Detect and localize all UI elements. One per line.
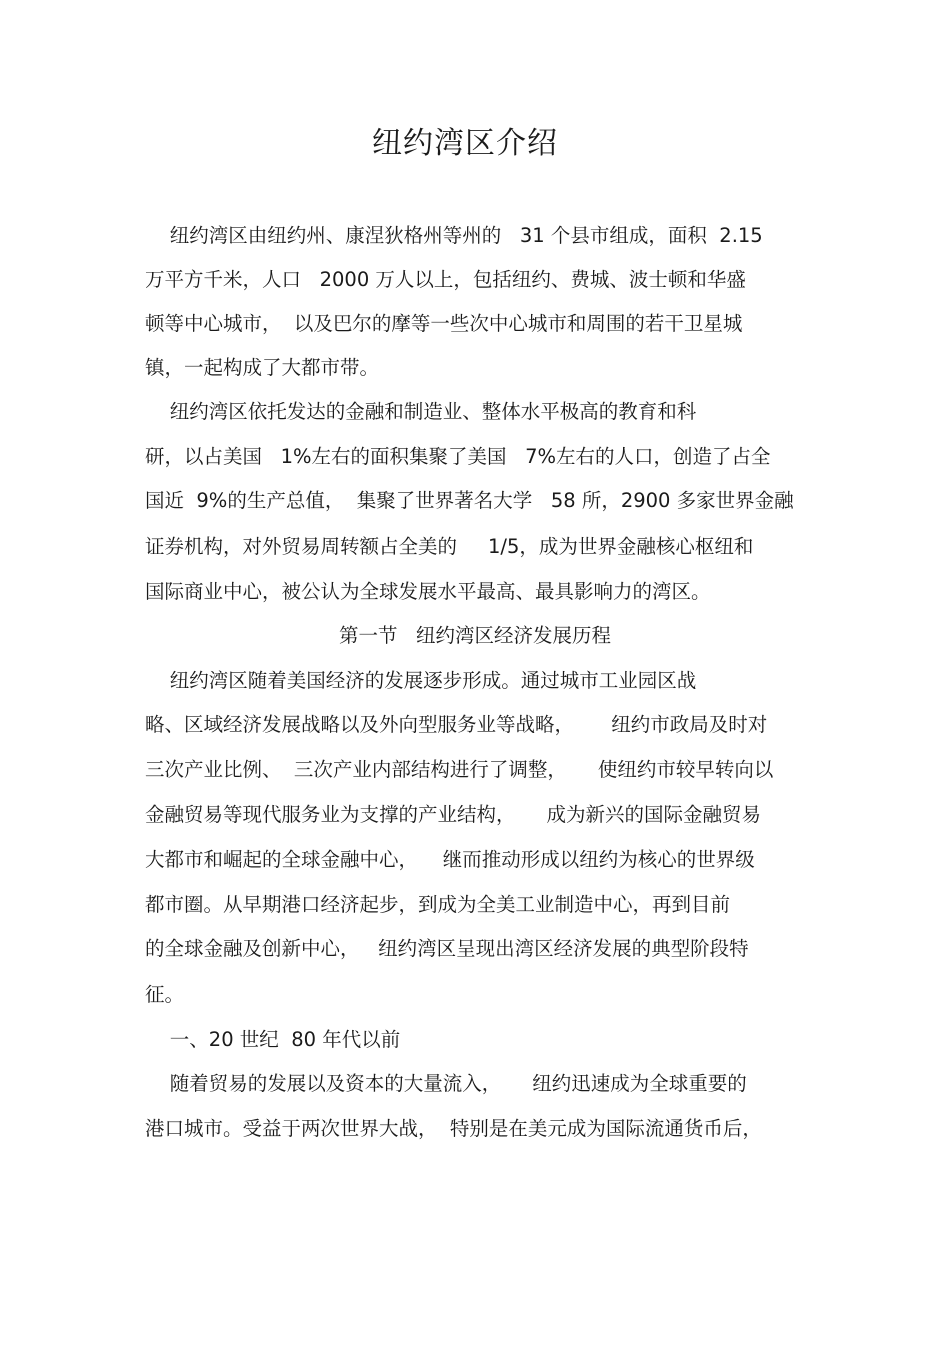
paragraph-3-line-7: 的全球金融及创新中心， 纽约湾区呈现出湾区经济发展的典型阶段特 bbox=[145, 937, 749, 960]
paragraph-2-line-5: 国际商业中心，被公认为全球发展水平最高、最具影响力的湾区。 bbox=[145, 580, 711, 603]
paragraph-3-line-6: 都市圈。从早期港口经济起步，到成为全美工业制造中心，再到目前 bbox=[145, 893, 731, 916]
paragraph-4-line-2: 港口城市。受益于两次世界大战， 特别是在美元成为国际流通货币后， bbox=[145, 1117, 762, 1140]
paragraph-1-line-1: 纽约湾区由纽约州、康涅狄格州等州的 31 个县市组成，面积 2.15 bbox=[145, 224, 763, 247]
paragraph-3-line-8: 征。 bbox=[145, 983, 185, 1006]
paragraph-2-line-2: 研，以占美国 1%左右的面积集聚了美国 7%左右的人口，创造了占全 bbox=[145, 445, 771, 468]
paragraph-3-line-1: 纽约湾区随着美国经济的发展逐步形成。通过城市工业园区战 bbox=[145, 669, 697, 692]
paragraph-3-line-4: 金融贸易等现代服务业为支撑的产业结构， 成为新兴的国际金融贸易 bbox=[145, 803, 761, 826]
paragraph-3-line-2: 略、区域经济发展战略以及外向型服务业等战略， 纽约市政局及时对 bbox=[145, 713, 768, 736]
document-title: 纽约湾区介绍 bbox=[372, 126, 558, 161]
paragraph-4-line-1: 随着贸易的发展以及资本的大量流入， 纽约迅速成为全球重要的 bbox=[145, 1072, 747, 1095]
paragraph-1-line-4: 镇，一起构成了大都市带。 bbox=[145, 356, 380, 379]
section-heading: 第一节 纽约湾区经济发展历程 bbox=[338, 624, 612, 647]
paragraph-2-line-4: 证券机构，对外贸易周转额占全美的 1/5，成为世界金融核心枢纽和 bbox=[145, 535, 754, 558]
paragraph-3-line-5: 大都市和崛起的全球金融中心， 继而推动形成以纽约为核心的世界级 bbox=[145, 848, 755, 871]
paragraph-2-line-1: 纽约湾区依托发达的金融和制造业、整体水平极高的教育和科 bbox=[145, 400, 697, 423]
subheading: 一、20 世纪 80 年代以前 bbox=[145, 1028, 401, 1051]
paragraph-3-line-3: 三次产业比例、 三次产业内部结构进行了调整， 使纽约市较早转向以 bbox=[145, 758, 774, 781]
paragraph-1-line-3: 顿等中心城市， 以及巴尔的摩等一些次中心城市和周围的若干卫星城 bbox=[145, 312, 743, 335]
paragraph-2-line-3: 国近 9%的生产总值， 集聚了世界著名大学 58 所，2900 多家世界金融 bbox=[145, 489, 794, 512]
paragraph-1-line-2: 万平方千米，人口 2000 万人以上，包括纽约、费城、波士顿和华盛 bbox=[145, 268, 746, 291]
